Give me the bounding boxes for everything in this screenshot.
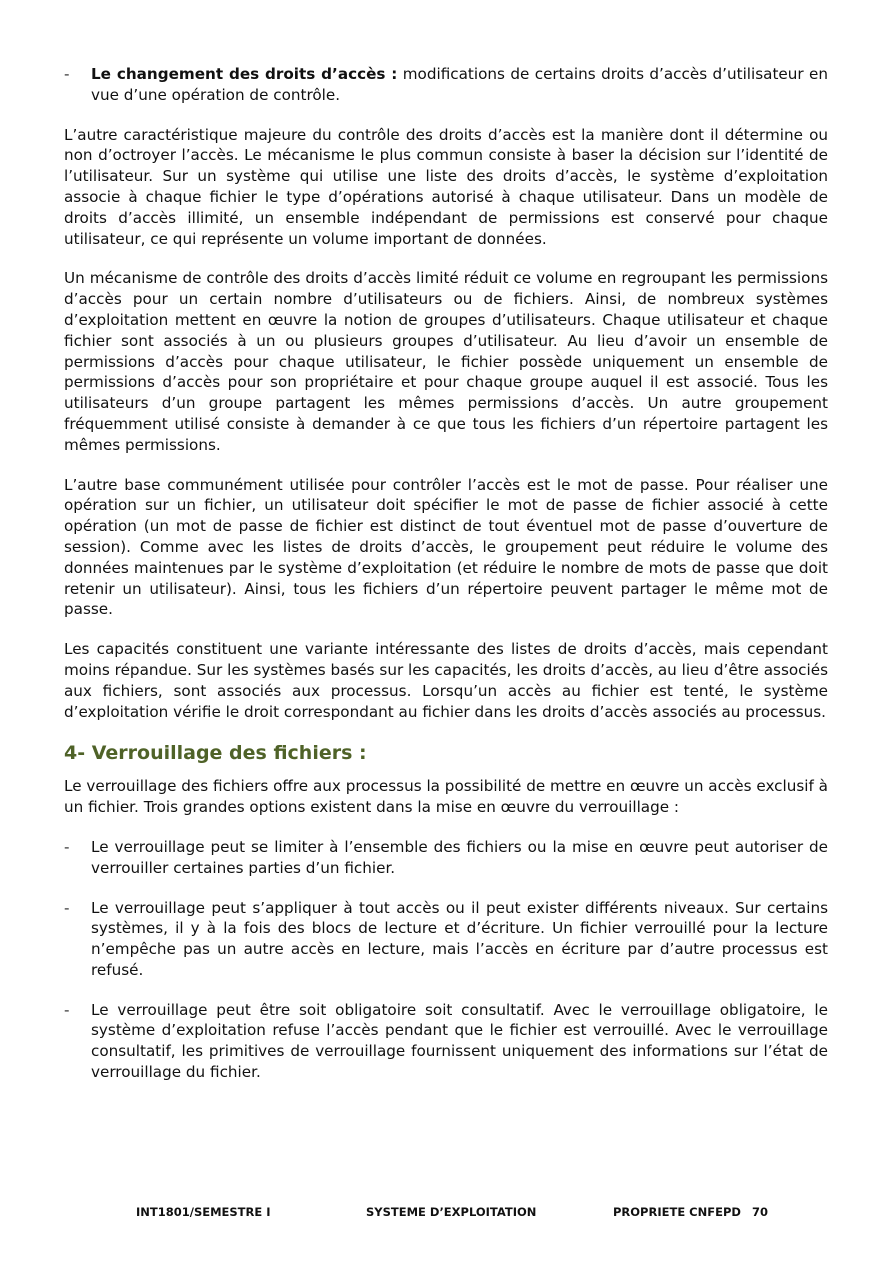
paragraph: Un mécanisme de contrôle des droits d’accès limité réduit ce volume en regroupant les permissions d’accès pour un certain nombre d’utilisateurs ou de fichiers. Ainsi, de nombreux systèmes d’exploitation mettent en œuvre la notion de groupes d’utilisateurs. Chaque utilisateur et chaque fichier sont associés à un ou plusieurs groupes d’utilisateur. Au lieu d’avoir un ensemble de permissions d’accès pour chaque utilisateur, le fichier possède uniquement un ensemble de permissions d’accès pour son propriétaire et pour chaque groupe auquel il est associé. Tous les utilisateurs d’un groupe partagent les mêmes permissions d’accès. Un autre groupement fréquemment utilisé consiste à demander à ce que tous les fichiers d’un répertoire partagent les mêmes permissions. (64, 269, 828, 454)
footer-course: INT1801/SEMESTRE I (136, 1205, 271, 1219)
list-item (64, 898, 828, 981)
list-item (64, 837, 828, 879)
bullet-marker: - (64, 837, 70, 856)
bullet-marker: - (64, 898, 70, 917)
list-item-text: Le verrouillage peut s’appliquer à tout accès ou il peut exister différents niveaux. Sur certains systèmes, il y à la fois des blocs de lecture et d’écriture. Un fichier verrouillé pour la lecture n’empêche pas un autre accès en lecture, mais l’accès en écriture par d’autre processus est refusé. (91, 898, 828, 979)
paragraph: L’autre base communément utilisée pour contrôler l’accès est le mot de passe. Pour réaliser une opération sur un fichier, un utilisateur doit spécifier le mot de passe de fichier associé à cette opération (un mot de passe de fichier est distinct de tout éventuel mot de passe d’ouverture de session). Comme avec les listes de droits d’accès, le groupement peut réduire le volume des données maintenues par le système d’exploitation (et réduire le nombre de mots de passe que doit retenir un utilisateur). Ainsi, tous les fichiers d’un répertoire peuvent partager le même mot de passe. (64, 475, 828, 619)
list-item (64, 1000, 828, 1083)
paragraph: Les capacités constituent une variante intéressante des listes de droits d’accès, mais cependant moins répandue. Sur les systèmes basés sur les capacités, les droits d’accès, au lieu d’être associés aux fichiers, sont associés aux processus. Lorsqu’un accès au fichier est tenté, le système d’exploitation vérifie le droit correspondant au fichier dans les droits d’accès associés au processus. (64, 640, 828, 721)
paragraph: L’autre caractéristique majeure du contrôle des droits d’accès est la manière dont il détermine ou non d’octroyer l’accès. Le mécanisme le plus commun consiste à baser la décision sur l’identité de l’utilisateur. Sur un système qui utilise une liste des droits d’accès, le système d’exploitation associe à chaque fichier le type d’opérations autorisé à chaque utilisateur. Dans un modèle de droits d’accès illimité, un ensemble indépendant de permissions est conservé pour chaque utilisateur, ce qui représente un volume important de données. (64, 125, 828, 248)
list-item-text: Le verrouillage peut se limiter à l’ensemble des fichiers ou la mise en œuvre peut autoriser de verrouiller certaines parties d’un fichier. (91, 837, 828, 877)
bullet-text: modifications de certains droits d’accès d’utilisateur en vue d’une opération de contrôle. (91, 65, 829, 104)
bullet-term: Le changement des droits d’accès : (91, 65, 398, 83)
list-item-text: Le verrouillage peut être soit obligatoire soit consultatif. Avec le verrouillage obligatoire, le système d’exploitation refuse l’accès pendant que le fichier est verrouillé. Avec le verrouillage consultatif, les primitives de verrouillage fournissent uniquement des informations sur l’état de verrouillage du fichier. (91, 1000, 828, 1082)
section-intro: Le verrouillage des fichiers offre aux processus la possibilité de mettre en œuvre un accès exclusif à un fichier. Trois grandes options existent dans la mise en œuvre du verrouillage : (64, 777, 828, 817)
bullet-marker: - (64, 65, 70, 83)
bullet-marker: - (64, 1000, 70, 1019)
page-number: 70 (752, 1205, 769, 1219)
section-heading: 4- Verrouillage des fichiers : (64, 742, 367, 765)
footer-title: SYSTEME D’EXPLOITATION (366, 1205, 537, 1219)
document-body (64, 64, 828, 1102)
footer-owner: PROPRIETE CNFEPD (613, 1205, 741, 1219)
intro-bullet (64, 64, 828, 106)
